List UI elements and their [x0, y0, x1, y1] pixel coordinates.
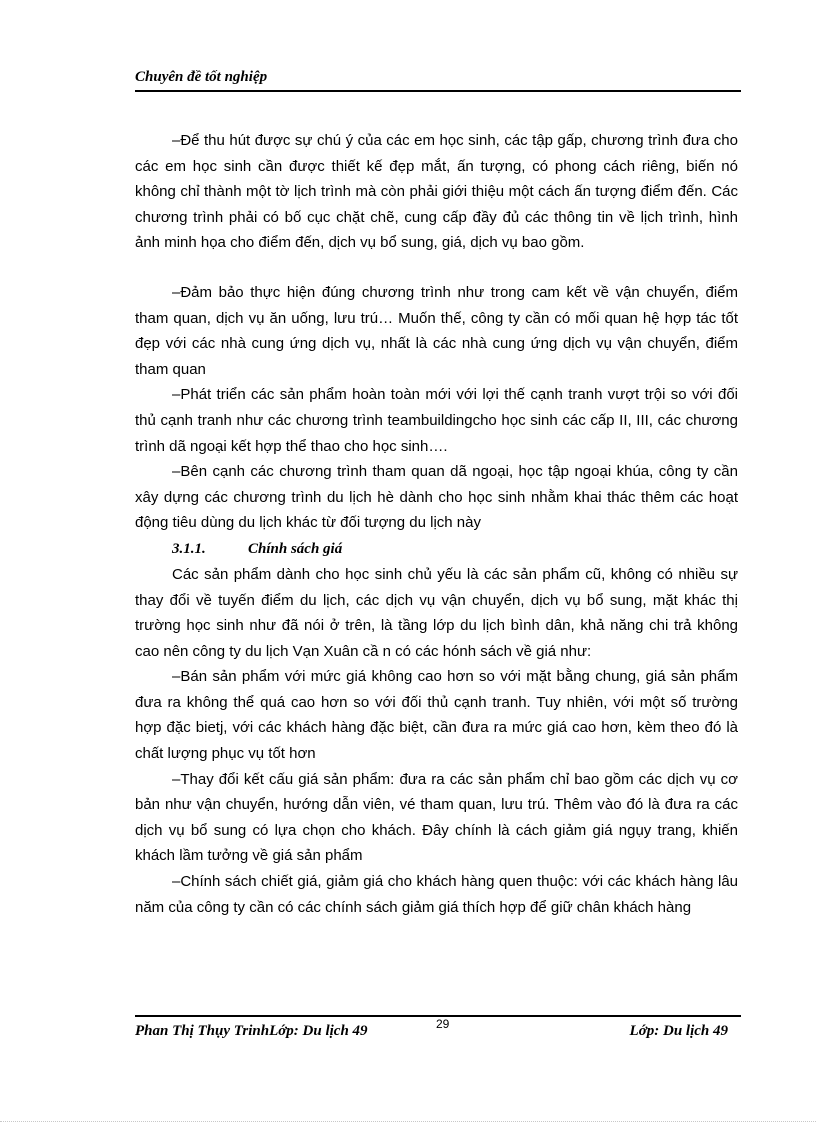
paragraph: –Bên cạnh các chương trình tham quan dã ngoại, học tập ngoại khúa, công ty cần xây dựng các chương trình du lịch hè dành cho học sinh nhằm khai thác thêm các hoạt động tiêu dùng du lịch khác từ đối tượng du lịch này	[135, 463, 738, 532]
page-edge	[0, 1121, 816, 1122]
paragraph: –Bán sản phẩm với mức giá không cao hơn so với mặt bằng chung, giá sản phẩm đưa ra không thể quá cao hơn so với đối thủ cạnh tranh. Tuy nhiên, với một số trường hợp đặc bietj, với các khách hàng đặc biệt, cần đưa ra mức giá cao hơn, kèm theo đó là chất lượng phục vụ tốt hơn	[135, 668, 738, 763]
footer-author: Phan Thị Thụy TrinhLớp: Du lịch 49	[135, 1023, 368, 1039]
header-divider	[135, 90, 741, 92]
paragraph: Các sản phẩm dành cho học sinh chủ yếu là các sản phẩm cũ, không có nhiều sự thay đổi về tuyến điểm du lịch, các dịch vụ vận chuyển, dịch vụ bổ sung, mặt khác thị trường học sinh như đã nói ở trên, là tầng lớp du lịch bình dân, khả năng chi trả không cao nên công ty du lịch Vạn Xuân cầ n có các hónh sách về giá như:	[135, 565, 738, 660]
paragraph: –Thay đổi kết cấu giá sản phẩm: đưa ra các sản phẩm chỉ bao gồm các dịch vụ cơ bản như vận chuyển, hướng dẫn viên, vé tham quan, lưu trú. Thêm vào đó là đưa ra các dịch vụ bổ sung có lựa chọn cho khách. Đây chính là cách giảm giá ngụy trang, khiến khách lầm tưởng về giá sản phẩm	[135, 770, 738, 865]
footer-class: Lớp: Du lịch 49	[629, 1023, 728, 1039]
section-heading	[135, 536, 738, 562]
section-title: Chính sách giá	[248, 540, 343, 557]
paragraph: –Để thu hút được sự chú ý của các em học sinh, các tập gấp, chương trình đưa cho các em học sinh cần được thiết kế đẹp mắt, ấn tượng, có phong cách riêng, biến nó không chỉ thành một tờ lịch trình mà còn phải giới thiệu một cách ấn tượng điểm đến. Các chương trình phải có bố cục chặt chẽ, cung cấp đầy đủ các thông tin về lịch trình, hình ảnh minh họa cho điểm đến, dịch vụ bổ sung, giá, dịch vụ bao gồm.	[135, 132, 738, 252]
header-title: Chuyên đề tốt nghiệp	[135, 69, 268, 85]
page-number: 29	[436, 1017, 450, 1031]
section-number: 3.1.1.	[172, 540, 206, 557]
paragraph: –Phát triển các sản phẩm hoàn toàn mới với lợi thế cạnh tranh vượt trội so với đối thủ cạnh tranh như các chương trình teambuildingcho học sinh các cấp II, III, các chương trình dã ngoại kết hợp thể thao cho học sinh….	[135, 386, 738, 455]
page-content	[135, 128, 738, 920]
paragraph: –Chính sách chiết giá, giảm giá cho khách hàng quen thuộc: với các khách hàng lâu năm của công ty cần có các chính sách giảm giá thích hợp để giữ chân khách hàng	[135, 873, 738, 916]
paragraph: –Đảm bảo thực hiện đúng chương trình như trong cam kết về vận chuyển, điểm tham quan, dịch vụ ăn uống, lưu trú… Muốn thế, công ty cần có mối quan hệ hợp tác tốt đẹp với các nhà cung ứng dịch vụ, nhất là các nhà cung ứng dịch vụ vận chuyển, điểm tham quan	[135, 283, 738, 378]
